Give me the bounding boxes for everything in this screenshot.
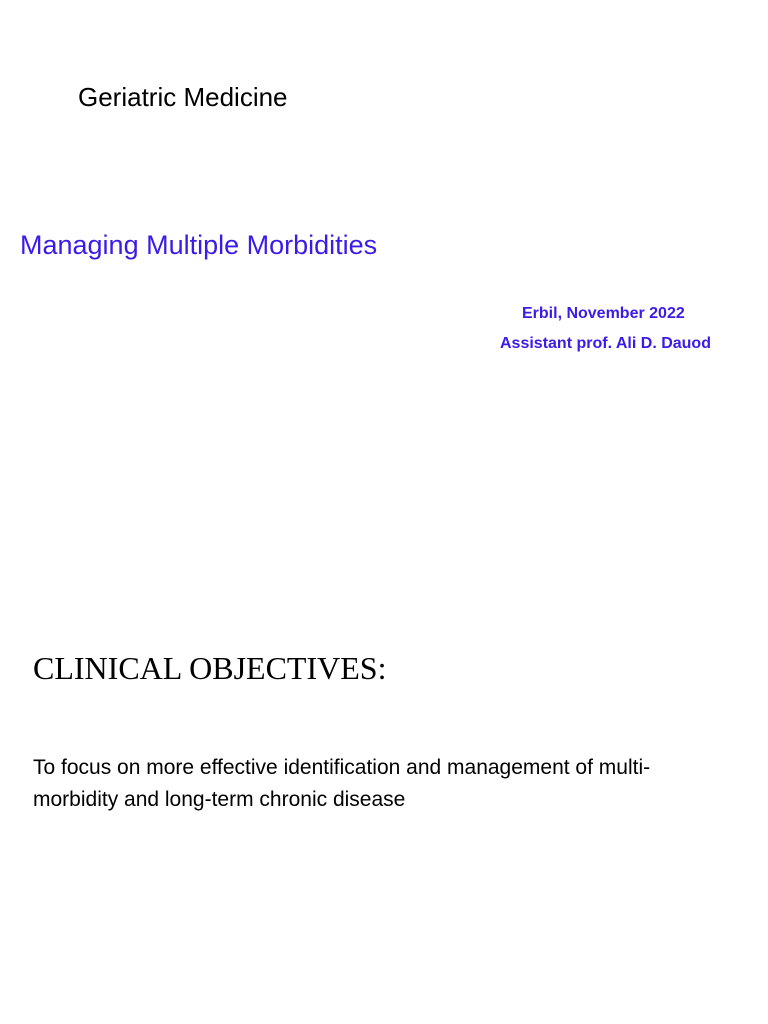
objectives-text: To focus on more effective identification and management of multi-morbidity and long-term chronic disease <box>33 756 651 811</box>
course-title: Geriatric Medicine <box>78 82 288 112</box>
lecture-title: Managing Multiple Morbidities <box>20 230 378 260</box>
author-name: Assistant prof. Ali D. Dauod <box>500 335 711 352</box>
objectives-heading: CLINICAL OBJECTIVES: <box>33 650 387 686</box>
place-date: Erbil, November 2022 <box>522 305 685 322</box>
